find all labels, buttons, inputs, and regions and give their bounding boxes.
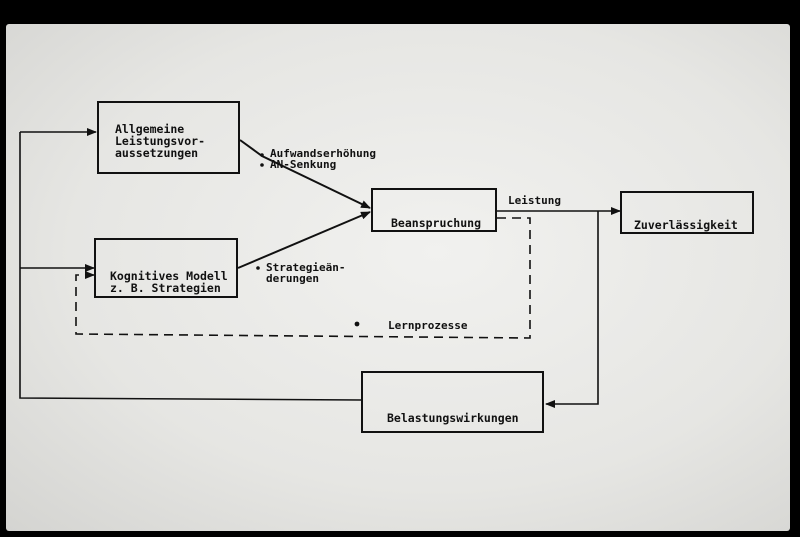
node-belastungswirkungen-label: Belastungswirkungen [387, 411, 519, 425]
node-kognitives-label: Kognitives Modell z. B. Strategien [110, 269, 228, 295]
arrow-to-belastungswirkungen [546, 211, 598, 404]
node-zuverlaessigkeit-label: Zuverlässigkeit [634, 218, 738, 232]
node-belastungswirkungen [361, 371, 544, 433]
bullet-dot [355, 322, 360, 327]
bullet-dot [260, 153, 264, 157]
bullet-dot [256, 266, 260, 270]
label-aufwand: Aufwandserhöhung AN-Senkung [270, 147, 376, 171]
label-strategie: Strategieän- derungen [266, 261, 346, 285]
node-kognitives [94, 238, 238, 298]
label-lernprozesse: Lernprozesse [388, 319, 468, 332]
label-leistung: Leistung [508, 194, 561, 207]
node-beanspruchung [371, 188, 497, 232]
node-allgemeine-label: Allgemeine Leistungsvor- aussetzungen [115, 122, 206, 160]
bullet-dot [260, 163, 264, 167]
node-zuverlaessigkeit [620, 191, 754, 234]
arrow-kognitives-to-beanspruchung [238, 212, 370, 268]
node-beanspruchung-label: Beanspruchung [391, 216, 482, 230]
node-allgemeine [97, 101, 240, 174]
